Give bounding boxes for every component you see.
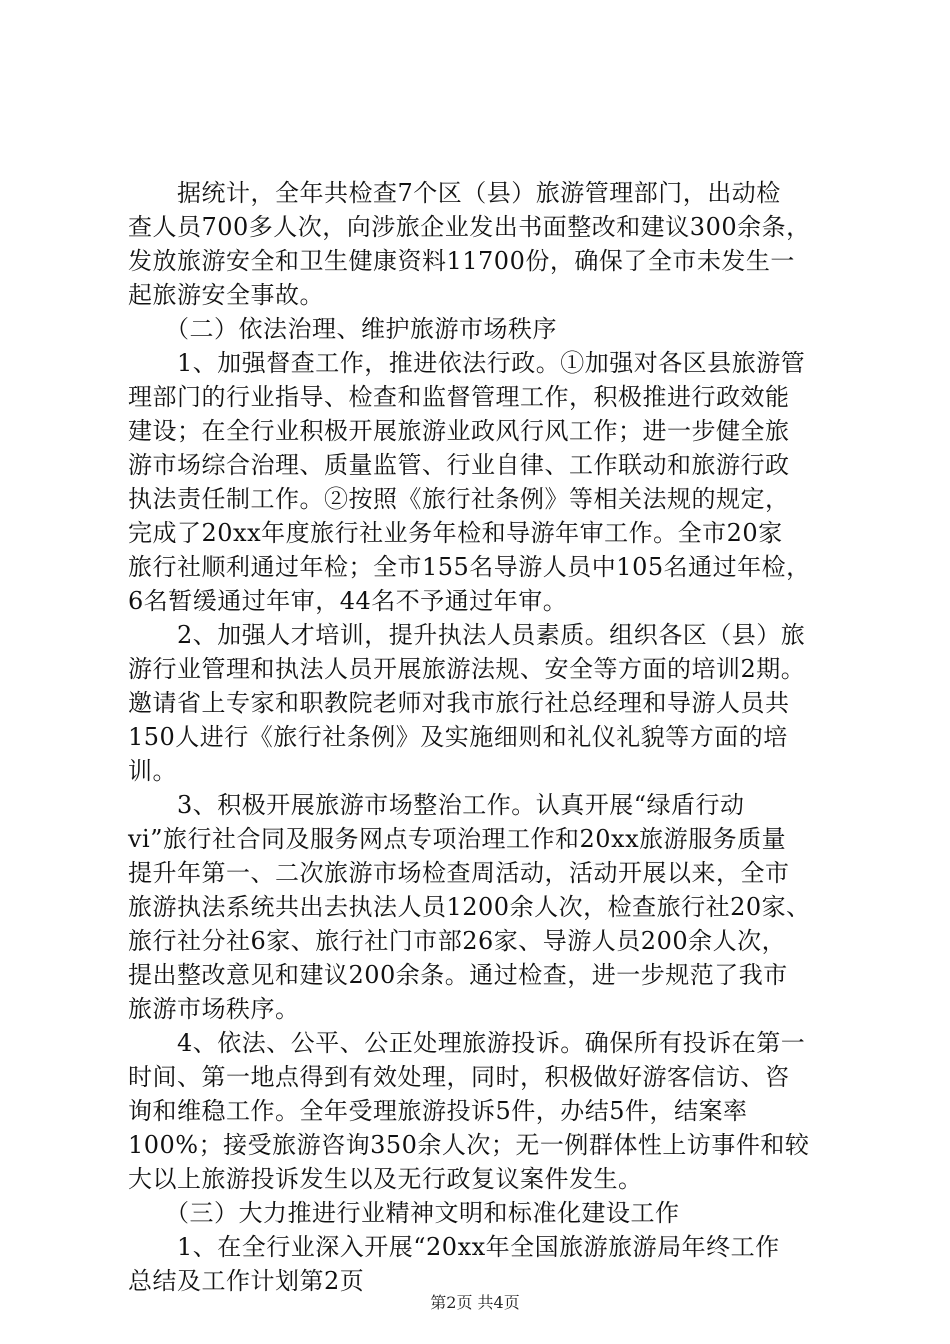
text-line: 旅行社分社6家、旅行社门市部26家、导游人员200余人次， (128, 927, 787, 955)
paragraph (128, 312, 828, 346)
text-line: 提出整改意见和建议200余条。通过检查，进一步规范了我市 (128, 961, 788, 989)
text-line: vi”旅行社合同及服务网点专项治理工作和20xx旅游服务质量 (128, 825, 787, 853)
text-line: 旅游市场秩序。 (128, 995, 300, 1023)
text-line: 邀请省上专家和职教院老师对我市旅行社总经理和导游人员共 (128, 689, 790, 717)
text-line: （二）依法治理、维护旅游市场秩序 (128, 315, 557, 343)
text-line: 大以上旅游投诉发生以及无行政复议案件发生。 (128, 1165, 643, 1193)
text-line: 3、积极开展旅游市场整治工作。认真开展“绿盾行动 (128, 791, 745, 819)
text-line: 游行业管理和执法人员开展旅游法规、安全等方面的培训2期。 (128, 655, 806, 683)
text-line: 旅行社顺利通过年检；全市155名导游人员中105名通过年检， (128, 553, 811, 581)
text-line: 完成了20xx年度旅行社业务年检和导游年审工作。全市20家 (128, 519, 783, 547)
text-line: 1、在全行业深入开展“20xx年全国旅游旅游局年终工作 (128, 1233, 780, 1261)
paragraph (128, 1196, 828, 1230)
text-line: 询和维稳工作。全年受理旅游投诉5件，办结5件，结案率 (128, 1097, 748, 1125)
text-line: 理部门的行业指导、检查和监督管理工作，积极推进行政效能 (128, 383, 790, 411)
text-line: 游市场综合治理、质量监管、行业自律、工作联动和旅游行政 (128, 451, 790, 479)
paragraph (128, 788, 828, 1026)
text-line: 建设；在全行业积极开展旅游业政风行风工作；进一步健全旅 (128, 417, 790, 445)
text-line: （三）大力推进行业精神文明和标准化建设工作 (128, 1199, 680, 1227)
text-line: 起旅游安全事故。 (128, 281, 324, 309)
text-line: 150人进行《旅行社条例》及实施细则和礼仪礼貌等方面的培 (128, 723, 788, 751)
paragraph (128, 1230, 828, 1298)
text-line: 旅游执法系统共出去执法人员1200余人次，检查旅行社20家、 (128, 893, 811, 921)
paragraph (128, 1026, 828, 1196)
page-footer: 第2页 共4页 (430, 1293, 520, 1312)
text-line: 100%；接受旅游咨询350余人次；无一例群体性上访事件和较 (128, 1131, 810, 1159)
text-line: 据统计，全年共检查7个区（县）旅游管理部门，出动检 (128, 179, 781, 207)
text-line: 执法责任制工作。②按照《旅行社条例》等相关法规的规定， (128, 485, 790, 513)
paragraph (128, 618, 828, 788)
text-line: 4、依法、公平、公正处理旅游投诉。确保所有投诉在第一 (128, 1029, 806, 1057)
text-line: 提升年第一、二次旅游市场检查周活动，活动开展以来，全市 (128, 859, 790, 887)
text-line: 时间、第一地点得到有效处理，同时，积极做好游客信访、咨 (128, 1063, 790, 1091)
document-body (128, 176, 828, 1298)
text-line: 6名暂缓通过年审，44名不予通过年审。 (128, 587, 568, 615)
text-line: 查人员700多人次，向涉旅企业发出书面整改和建议300余条， (128, 213, 811, 241)
paragraph (128, 176, 828, 312)
text-line: 训。 (128, 757, 177, 785)
text-line: 发放旅游安全和卫生健康资料11700份，确保了全市未发生一 (128, 247, 795, 275)
text-line: 2、加强人才培训，提升执法人员素质。组织各区（县）旅 (128, 621, 806, 649)
text-line: 1、加强督查工作，推进依法行政。①加强对各区县旅游管 (128, 349, 806, 377)
text-line: 总结及工作计划第2页 (128, 1267, 365, 1295)
paragraph (128, 346, 828, 618)
